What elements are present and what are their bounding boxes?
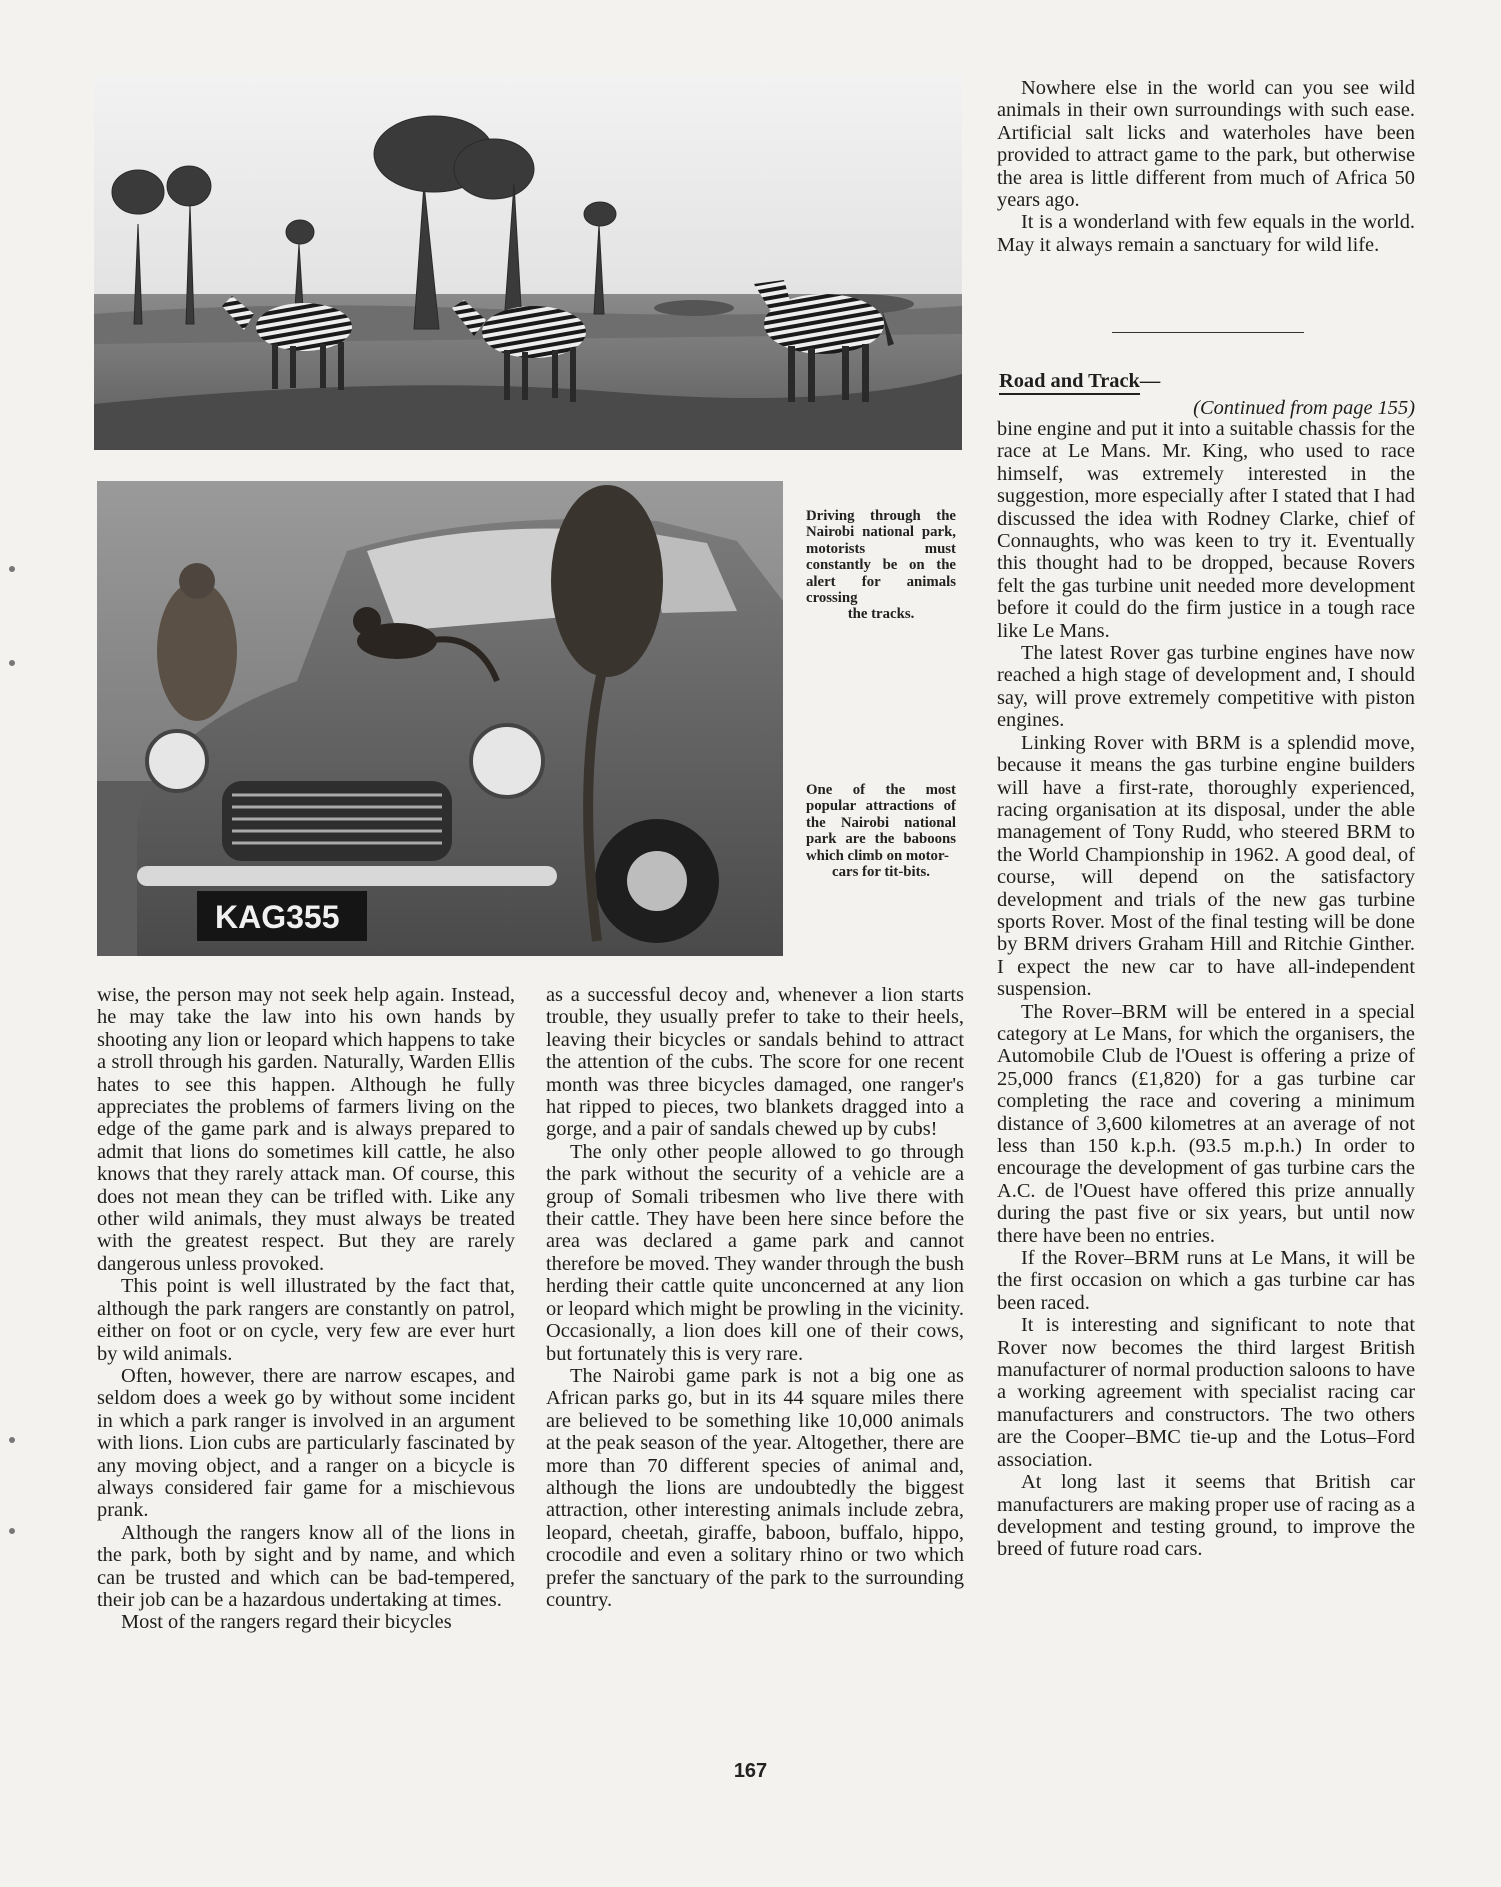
paragraph: It is interesting and significant to note that Rover now becomes the third largest British manufacturer of normal production saloons to have a working agreement with specialist racing car manufacturers and constructors. The two others are the Cooper–BMC tie-up and the Lotus–Ford association. — [997, 1314, 1415, 1471]
road-and-track-column — [997, 418, 1415, 1561]
paragraph: This point is well illustrated by the fact that, although the park rangers are constantly on patrol, either on foot or on cycle, very few are ever hurt by wild animals. — [97, 1275, 515, 1365]
paragraph: The only other people allowed to go through the park without the security of a vehicle are a group of Somali tribesmen who live there with their cattle. They have been here since before the area was declared a game park and cannot therefore be moved. They wander through the bush herding their cattle quite unconcerned at any lion or leopard which might be prowling in the vicinity. Occasionally, a lion does kill one of their cows, but fortunately this is very rare. — [546, 1140, 964, 1365]
caption-baboons-last: cars for tit-bits. — [832, 864, 930, 881]
paragraph: The Rover–BRM will be entered in a special category at Le Mans, for which the organisers, the Automobile Club de l'Ouest is offering a prize of 25,000 francs (£1,820) for a gas turbine car completing the race and covering a minimum distance of 3,600 kilometres at an average of not less than 150 k.p.h. (93.5 m.p.h.) In order to encourage the development of gas turbine cars the A.C. de l'Ouest have offered this prize annually during the past five or six years, but until now there have been no entries. — [997, 1000, 1415, 1247]
article-middle-column — [546, 984, 964, 1611]
section-divider — [1112, 332, 1304, 333]
caption-baboons — [806, 782, 956, 880]
article-right-top — [997, 77, 1415, 256]
scan-mark — [9, 1437, 15, 1443]
paragraph: wise, the person may not seek help again. Instead, he may take the law into his own hands by shooting any lion or leopard which happens to take a stroll through his garden. Naturally, Warden Ellis hates to see this happen. Although he fully appreciates the problems of farmers living on the edge of the game park and is always prepared to admit that lions do sometimes kill cattle, he also knows that they rarely attack man. Of course, this does not mean they can be trifled with. Like any other wild animals, they must always be treated with the greatest respect. But they are rarely dangerous unless provoked. — [97, 984, 515, 1275]
paragraph: The latest Rover gas turbine engines have now reached a high stage of development and, I should say, will prove extremely competitive with piston engines. — [997, 642, 1415, 732]
paragraph: If the Rover–BRM runs at Le Mans, it will be the first occasion on which a gas turbine car has been raced. — [997, 1247, 1415, 1314]
caption-zebras — [806, 508, 956, 623]
number-plate: KAG355 — [215, 899, 340, 935]
paragraph: Although the rangers know all of the lions in the park, both by sight and by name, and which can be trusted and which can be bad-tempered, their job can be a hazardous undertaking at times. — [97, 1521, 515, 1611]
baboon-car-illustration — [97, 481, 783, 956]
caption-zebras-last: the tracks. — [847, 606, 915, 623]
article-left-column — [97, 984, 515, 1634]
section-heading-dash: — — [1139, 370, 1161, 392]
continued-note: (Continued from page 155) — [1193, 397, 1415, 419]
zebra-photo-illustration — [94, 74, 962, 450]
paragraph: bine engine and put it into a suitable chassis for the race at Le Mans. Mr. King, who used to race himself, was extremely interested in the suggestion, more especially after I stated that I had discussed the idea with Rodney Clarke, chief of Connaughts, who was keen to try it. Eventually this thought had to be dropped, because Rovers felt the gas turbine unit needed more development before it could do the firm justice in a tough race like Le Mans. — [997, 418, 1415, 642]
page-number: 167 — [733, 1760, 768, 1782]
zebra-photo — [94, 74, 962, 450]
section-heading-title: Road and Track — [999, 370, 1140, 395]
caption-zebras-body: Driving through the Nairobi national park, motorists must constantly be on the alert for animals crossing — [806, 508, 956, 607]
section-heading — [999, 368, 1160, 394]
baboon-car-photo — [97, 481, 783, 956]
caption-baboons-body: One of the most popular attractions of the Nairobi national park are the baboons which climb on motor- — [806, 782, 956, 864]
paragraph: It is a wonderland with few equals in the world. May it always remain a sanctuary for wild life. — [997, 211, 1415, 256]
paragraph: Most of the rangers regard their bicycles — [121, 1611, 452, 1634]
paragraph: Nowhere else in the world can you see wild animals in their own surroundings with such ease. Artificial salt licks and waterholes have been provided to attract game to the park, but otherwise the area is little different from much of Africa 50 years ago. — [997, 77, 1415, 212]
scan-mark — [9, 566, 15, 572]
paragraph: At long last it seems that British car manufacturers are making proper use of racing as a development and testing ground, to improve the breed of future road cars. — [997, 1471, 1415, 1561]
scan-mark — [9, 660, 15, 666]
paragraph: Often, however, there are narrow escapes, and seldom does a week go by without some incident in which a park ranger is involved in an argument with lions. Lion cubs are particularly fascinated by any moving object, and a ranger on a bicycle is always considered fair game for a mischievous prank. — [97, 1364, 515, 1522]
paragraph: as a successful decoy and, whenever a lion starts trouble, they usually prefer to take to their heels, leaving their bicycles or sandals behind to attract the attention of the cubs. The score for one recent month was three bicycles damaged, one ranger's hat ripped to pieces, two blankets dragged into a gorge, and a pair of sandals chewed up by cubs! — [546, 984, 964, 1141]
paragraph: The Nairobi game park is not a big one as African parks go, but in its 44 square miles there are believed to be something like 10,000 animals at the peak season of the year. Altogether, there are more than 70 different species of animal and, although the lions are undoubtedly the biggest attraction, other interesting animals include zebra, leopard, cheetah, giraffe, baboon, buffalo, hippo, crocodile and even a solitary rhino or two which prefer the sanctuary of the park to the surrounding country. — [546, 1364, 964, 1611]
scan-mark — [9, 1528, 15, 1534]
paragraph: Linking Rover with BRM is a splendid move, because it means the gas turbine engine builders will have a first-rate, thoroughly experienced, racing organisation at its disposal, under the able management of Tony Rudd, who steered BRM to the World Championship in 1962. A good deal, of course, will depend on the satisfactory development and trials of the new gas turbine sports Rover. Most of the final testing will be done by BRM drivers Graham Hill and Ritchie Ginther. I expect the new car to have all-independent suspension. — [997, 731, 1415, 1001]
